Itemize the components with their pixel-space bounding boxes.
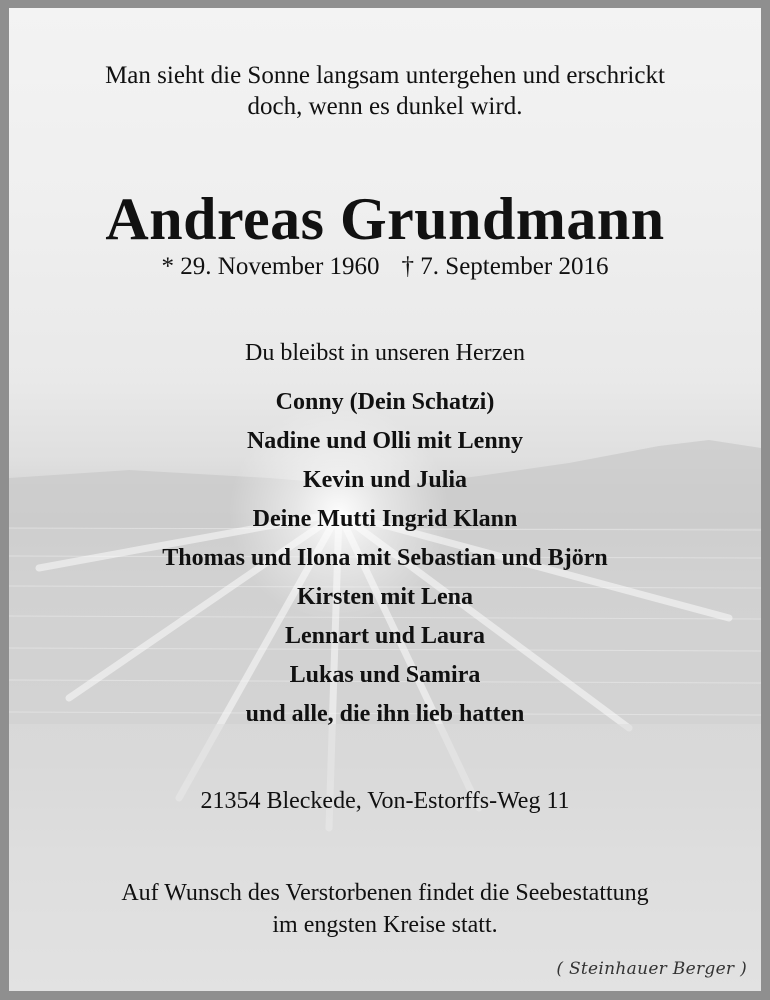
burial-note — [9, 877, 761, 941]
death-date: † 7. September 2016 — [401, 253, 609, 280]
quote-line-1: Man sieht die Sonne langsam untergehen und erschrickt — [105, 62, 665, 89]
mourner-entry: Kirsten mit Lena — [297, 584, 473, 610]
remembrance-line: Du bleibst in unseren Herzen — [245, 340, 525, 366]
family-address: 21354 Bleckede, Von-Estorffs-Weg 11 — [200, 788, 570, 814]
burial-note-line-1: Auf Wunsch des Verstorbenen findet die Seebestattung — [121, 880, 649, 906]
deceased-name: Andreas Grundmann — [105, 186, 665, 252]
mourner-entry: Lukas und Samira — [289, 662, 481, 688]
opening-quote — [9, 60, 761, 122]
burial-note-line-2: im engsten Kreise statt. — [272, 912, 498, 938]
mourner-entry: Kevin und Julia — [302, 467, 468, 493]
life-dates — [9, 253, 761, 281]
mourners-list — [9, 386, 761, 737]
mourner-entry: Lennart und Laura — [284, 623, 486, 649]
mourner-entry: Conny (Dein Schatzi) — [275, 389, 495, 415]
birth-date: * 29. November 1960 — [161, 253, 380, 280]
mourner-entry: und alle, die ihn lieb hatten — [245, 701, 525, 727]
quote-line-2: doch, wenn es dunkel wird. — [247, 93, 523, 120]
beach-band — [9, 724, 761, 991]
undertaker-signature: ( Steinhauer Berger ) — [556, 959, 747, 979]
mourner-entry: Thomas und Ilona mit Sebastian und Björn — [162, 545, 608, 571]
mourner-entry: Nadine und Olli mit Lenny — [246, 428, 524, 454]
obituary-card — [9, 8, 761, 991]
mourner-entry: Deine Mutti Ingrid Klann — [252, 506, 518, 532]
